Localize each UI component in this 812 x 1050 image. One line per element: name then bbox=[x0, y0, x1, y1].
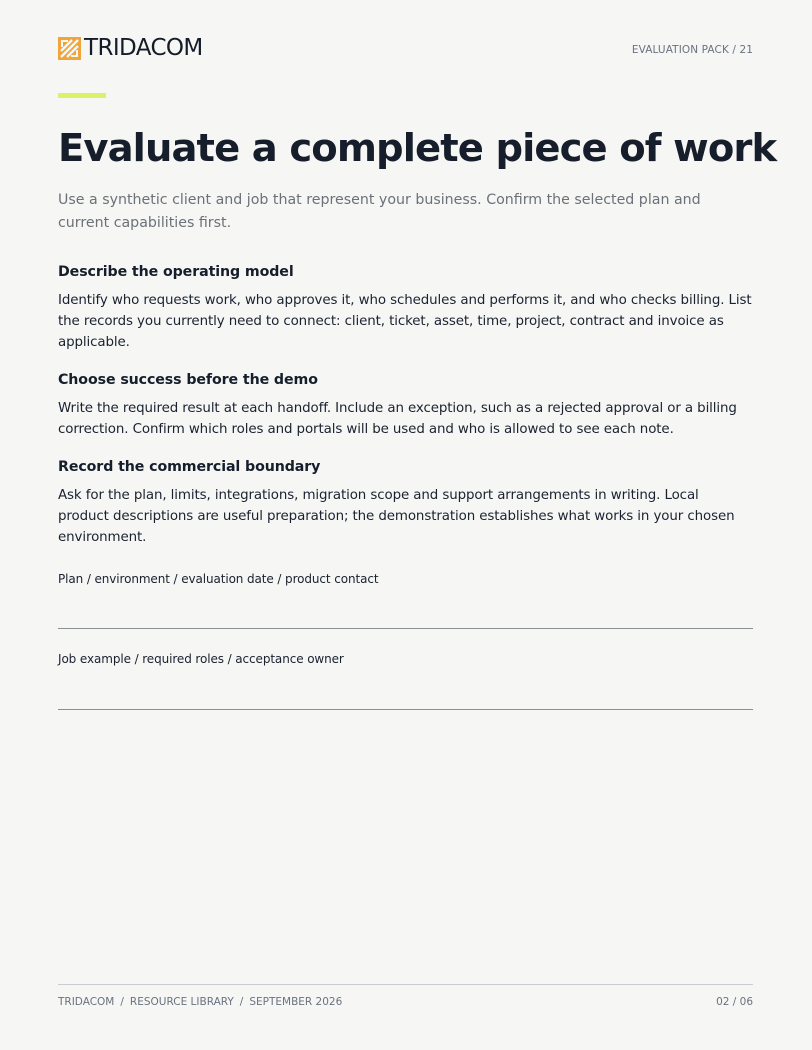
footer-separator: / bbox=[239, 996, 244, 1008]
brand-wordmark: TRIDACOM bbox=[84, 35, 203, 61]
section-operating-model bbox=[58, 263, 753, 353]
footer-library: RESOURCE LIBRARY bbox=[129, 996, 234, 1008]
section-body: Ask for the plan, limits, integrations, migration scope and support arrangements in writing. Local product descriptions are useful preparation; the demonstration establishes what works in your chosen environment. bbox=[58, 488, 735, 545]
footer-date: SEPTEMBER 2026 bbox=[249, 996, 343, 1008]
field-label: Plan / environment / evaluation date / product contact bbox=[58, 572, 379, 586]
lead-paragraph: Use a synthetic client and job that represent your business. Confirm the selected plan and current capabilities first. bbox=[58, 192, 701, 231]
page-header bbox=[58, 36, 753, 62]
tridacom-logo-icon bbox=[58, 37, 81, 60]
document-page bbox=[58, 0, 777, 1050]
section-heading: Describe the operating model bbox=[58, 264, 294, 280]
pack-label: EVALUATION PACK / 21 bbox=[631, 44, 753, 56]
section-heading: Choose success before the demo bbox=[58, 372, 318, 388]
field-write-line[interactable] bbox=[58, 628, 753, 629]
accent-bar bbox=[58, 93, 106, 98]
form-field-plan[interactable] bbox=[58, 571, 753, 587]
section-heading: Record the commercial boundary bbox=[58, 459, 321, 475]
field-label: Job example / required roles / acceptance owner bbox=[58, 652, 344, 666]
brand-logo bbox=[58, 36, 203, 60]
footer-brand: TRIDACOM bbox=[58, 996, 115, 1008]
footer-breadcrumb bbox=[58, 996, 342, 1008]
page-number: 02 / 06 bbox=[716, 996, 753, 1008]
footer-divider bbox=[58, 984, 753, 985]
field-write-line[interactable] bbox=[58, 709, 753, 710]
footer-separator: / bbox=[120, 996, 124, 1008]
section-commercial-boundary bbox=[58, 458, 753, 548]
form-field-job-example[interactable] bbox=[58, 651, 753, 667]
section-body: Write the required result at each handoff. Include an exception, such as a rejected approval or a billing correction. Confirm which roles and portals will be used and who is allowed to see each note. bbox=[58, 401, 737, 437]
page-title: Evaluate a complete piece of work bbox=[58, 126, 777, 171]
section-body: Identify who requests work, who approves it, who schedules and performs it, and who checks billing. List the records you currently need to connect: client, ticket, asset, time, project, contract and invoice as applicable. bbox=[58, 293, 752, 350]
section-success-criteria bbox=[58, 371, 753, 440]
